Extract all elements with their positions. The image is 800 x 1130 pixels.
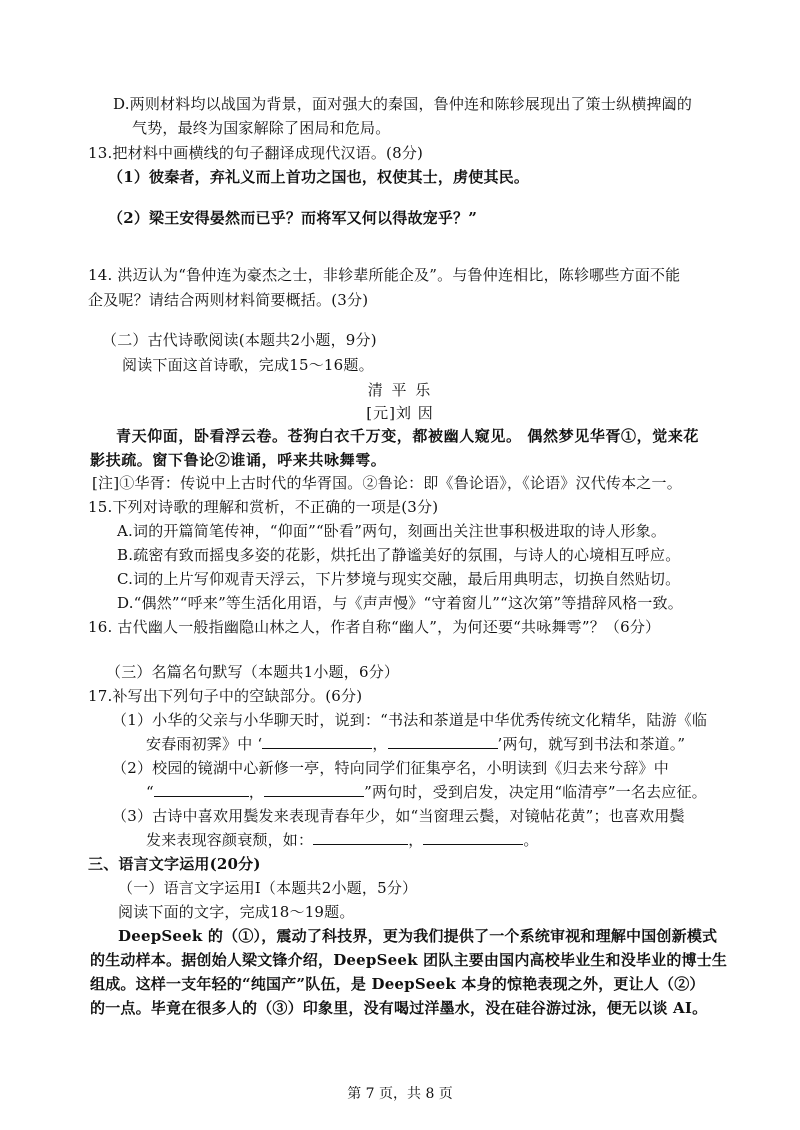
q17-item3-suffix: 。 — [523, 831, 539, 849]
q17-item2-prefix: “ — [146, 783, 154, 801]
q15-stem: 15.下列对诗歌的理解和赏析，不正确的一项是(3分) — [88, 498, 439, 516]
q17-blank-4[interactable] — [264, 782, 364, 797]
page-number: 第 7 页，共 8 页 — [347, 1086, 453, 1102]
q17-item3-prefix: 发来表现容颜衰颓，如： — [146, 831, 314, 849]
q15-option-b: B.疏密有致而摇曳多姿的花影，烘托出了静谧美好的氛围，与诗人的心境相互呼应。 — [117, 546, 681, 564]
q13-stem: 13.把材料中画横线的句子翻译成现代汉语。(8分) — [88, 144, 424, 162]
q17-item3-line2 — [146, 830, 539, 850]
q17-blank-1[interactable] — [262, 734, 372, 749]
poem-note: [注]①华胥：传说中上古时代的华胥国。②鲁论：即《鲁论语》，《论语》汉代传本之一。 — [92, 474, 682, 492]
poem-line1: 青天仰面，卧看浮云卷。苍狗白衣千万变，都被幽人窥见。 偶然梦见华胥①，觉来花 — [116, 427, 700, 445]
poem-line2: 影扶疏。窗下鲁论②谁诵，呼来共咏舞雩。 — [90, 451, 387, 469]
passage-line1: DeepSeek 的（①），震动了科技界，更为我们提供了一个系统审视和理解中国创新模式 — [118, 927, 718, 945]
q14-line1: 14. 洪迈认为“鲁仲连为豪杰之士，非轸辈所能企及”。与鲁仲连相比，陈轸哪些方面不能 — [88, 266, 681, 284]
q17-item3-sep: ， — [408, 831, 424, 849]
q17-item1-sep: ， — [372, 735, 388, 753]
q14-line2: 企及呢？请结合两则材料简要概括。(3分) — [88, 291, 369, 309]
section3-instruction: 阅读下面的文字，完成18～19题。 — [118, 903, 355, 921]
q12-option-d-line1: D.两则材料均以战国为背景，面对强大的秦国，鲁仲连和陈轸展现出了策士纵横捭阖的 — [113, 95, 693, 113]
q17-item2-line2 — [146, 782, 707, 802]
poem-author: [元]刘 因 — [366, 404, 434, 422]
q17-item1-line2 — [146, 734, 685, 754]
q17-item2-sep: ， — [248, 783, 265, 801]
section2-3-heading: （三）名篇名句默写（本题共1小题，6分） — [106, 663, 400, 681]
section3-heading: 三、语言文字运用(20分) — [88, 855, 261, 873]
q17-stem: 17.补写出下列句子中的空缺部分。(6分) — [88, 687, 363, 705]
q16-stem: 16. 古代幽人一般指幽隐山林之人，作者自称“幽人”，为何还要“共咏舞雩”？（6分） — [88, 618, 661, 636]
q17-item2-suffix: ”两句时，受到启发，决定用“临清亭”一名去应征。 — [364, 783, 707, 801]
poem-title: 清 平 乐 — [367, 381, 433, 399]
q13-item2: （2）梁王安得晏然而已乎？而将军又何以得故宠乎？” — [108, 209, 478, 227]
q17-item1-line1: （1）小华的父亲与小华聊天时，说到：“书法和茶道是中华优秀传统文化精华，陆游《临 — [112, 711, 708, 729]
section2-2-instruction: 阅读下面这首诗歌，完成15～16题。 — [122, 356, 374, 374]
q15-option-a: A.词的开篇简笔传神，“仰面”“卧看”两句，刻画出关注世事积极进取的诗人形象。 — [117, 522, 667, 540]
q17-blank-6[interactable] — [423, 830, 523, 845]
q17-item2-line1: （2）校园的镜湖中心新修一亭，特向同学们征集亭名，小明读到《归去来兮辞》中 — [112, 759, 669, 777]
q17-blank-5[interactable] — [313, 830, 408, 845]
q17-item1-prefix: 安春雨初霁》中 ‘ — [146, 735, 263, 753]
q17-item3-line1: （3）古诗中喜欢用鬓发来表现青春年少，如“当窗理云鬓，对镜帖花黄”；也喜欢用鬓 — [112, 807, 685, 825]
q17-blank-3[interactable] — [154, 782, 249, 797]
q15-option-d: D.“偶然”“呼来”等生活化用语，与《声声慢》“守着窗儿”“这次第”等措辞风格一致。 — [117, 594, 684, 612]
section3-sub-heading: （一）语言文字运用Ⅰ（本题共2小题，5分） — [118, 879, 418, 897]
q15-option-c: C.词的上片写仰观青天浮云，下片梦境与现实交融，最后用典明志，切换自然贴切。 — [117, 570, 681, 588]
passage-line2: 的生动样本。据创始人梁文锋介绍，DeepSeek 团队主要由国内高校毕业生和没毕业的博士生 — [90, 951, 728, 969]
q17-blank-2[interactable] — [388, 734, 498, 749]
passage-line4: 的一点。毕竟在很多人的（③）印象里，没有喝过洋墨水，没在硅谷游过泳，便无以谈 AI。 — [90, 999, 708, 1017]
section2-2-heading: （二）古代诗歌阅读(本题共2小题，9分) — [102, 331, 377, 349]
q13-item1: （1）彼秦者，弃礼义而上首功之国也，权使其士，虏使其民。 — [108, 168, 530, 186]
q12-option-d-line2: 气势，最终为国家解除了困局和危局。 — [132, 119, 391, 137]
q17-item1-suffix: ’两句，就写到书法和茶道。” — [497, 735, 686, 753]
passage-line3: 组成。这样一支年轻的“纯国产”队伍，是 DeepSeek 本身的惊艳表现之外，更让人（②） — [90, 975, 705, 993]
